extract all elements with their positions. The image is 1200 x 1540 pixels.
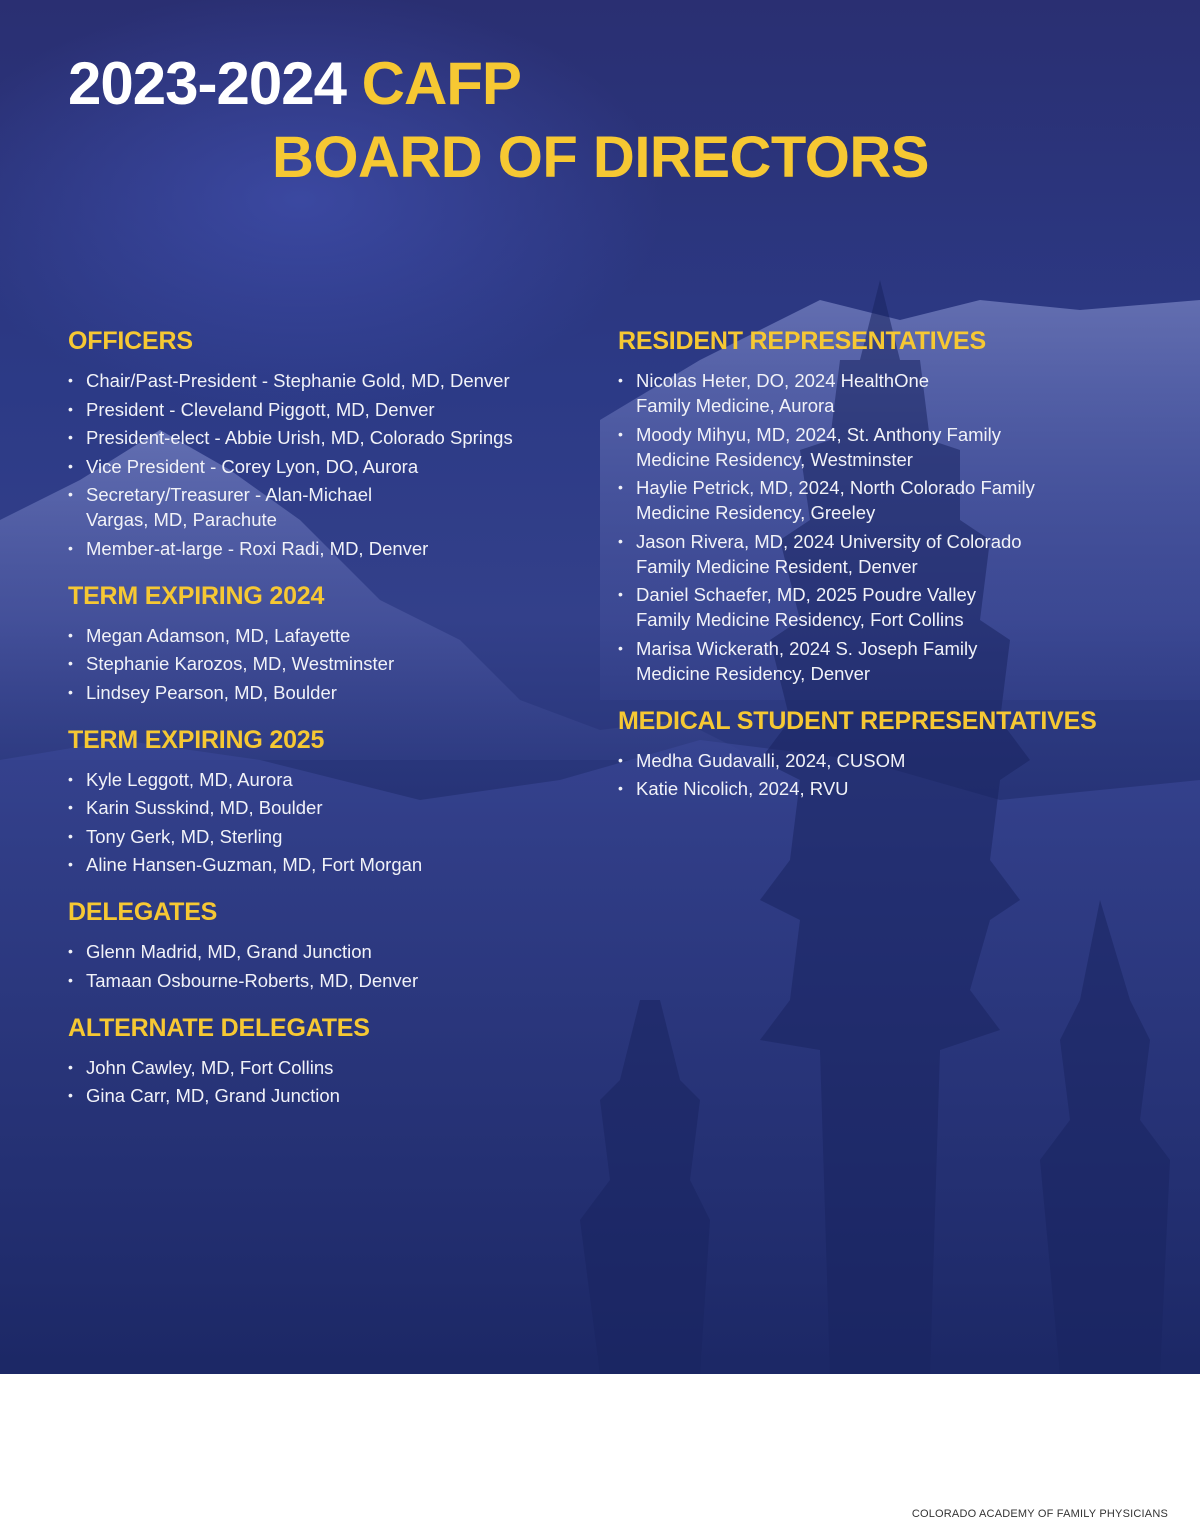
term-2024-list	[68, 623, 588, 705]
list-item: • Megan Adamson, MD, Lafayette	[68, 623, 588, 648]
list-item: • Daniel Schaefer, MD, 2025 Poudre Valley Family Medicine Residency, Fort Collins	[618, 582, 1026, 632]
list-item: • Glenn Madrid, MD, Grand Junction	[68, 939, 588, 964]
list-item: • Aline Hansen-Guzman, MD, Fort Morgan	[68, 852, 588, 877]
term-2025-list	[68, 767, 588, 878]
list-item: • Haylie Petrick, MD, 2024, North Colorado Family Medicine Residency, Greeley	[618, 475, 1036, 525]
alternate-delegates-list	[68, 1055, 588, 1109]
officers-section	[68, 326, 588, 561]
term-2024-section	[68, 581, 588, 705]
delegates-section	[68, 897, 588, 993]
medical-student-representatives-section	[618, 706, 1178, 802]
list-item: • Member-at-large - Roxi Radi, MD, Denver	[68, 536, 588, 561]
list-item: • Moody Mihyu, MD, 2024, St. Anthony Family Medicine Residency, Westminster	[618, 422, 1056, 472]
section-heading-delegates: DELEGATES	[68, 898, 218, 926]
list-item: • Karin Susskind, MD, Boulder	[68, 795, 588, 820]
delegates-list	[68, 939, 588, 993]
left-column	[68, 326, 588, 1128]
title-line-2: BOARD OF DIRECTORS	[272, 125, 929, 190]
list-item: • Kyle Leggott, MD, Aurora	[68, 767, 588, 792]
section-heading-resident-representatives: RESIDENT REPRESENTATIVES	[618, 327, 986, 355]
title-org: CAFP	[361, 50, 521, 117]
list-item: • Secretary/Treasurer - Alan-Michael Vargas, MD, Parachute	[68, 482, 416, 532]
list-item: • John Cawley, MD, Fort Collins	[68, 1055, 588, 1080]
term-2025-section	[68, 725, 588, 878]
section-heading-term-2024: TERM EXPIRING 2024	[68, 581, 325, 610]
list-item: • Jason Rivera, MD, 2024 University of Colorado Family Medicine Resident, Denver	[618, 529, 1076, 579]
list-item: • Katie Nicolich, 2024, RVU	[618, 776, 1178, 801]
medical-student-representatives-list	[618, 748, 1178, 802]
section-heading-officers: OFFICERS	[68, 327, 193, 355]
list-item: • Tony Gerk, MD, Sterling	[68, 824, 588, 849]
list-item: • Lindsey Pearson, MD, Boulder	[68, 680, 588, 705]
list-item: • President-elect - Abbie Urish, MD, Colorado Springs	[68, 425, 588, 450]
title-line-1	[68, 52, 521, 116]
officers-list	[68, 368, 588, 561]
list-item: • Medha Gudavalli, 2024, CUSOM	[618, 748, 1178, 773]
alternate-delegates-section	[68, 1013, 588, 1109]
footer-organization: COLORADO ACADEMY OF FAMILY PHYSICIANS	[911, 1508, 1168, 1520]
list-item: • Marisa Wickerath, 2024 S. Joseph Family Medicine Residency, Denver	[618, 636, 1026, 686]
right-column	[618, 326, 1178, 821]
title-year: 2023-2024	[68, 50, 346, 117]
list-item: • Gina Carr, MD, Grand Junction	[68, 1083, 588, 1108]
list-item: • Tamaan Osbourne-Roberts, MD, Denver	[68, 968, 588, 993]
list-item: • Stephanie Karozos, MD, Westminster	[68, 651, 588, 676]
section-heading-alternate-delegates: ALTERNATE DELEGATES	[68, 1013, 370, 1042]
list-item: • Chair/Past-President - Stephanie Gold, MD, Denver	[68, 368, 588, 393]
resident-representatives-list	[618, 368, 1058, 686]
section-heading-medical-student-representatives: MEDICAL STUDENT REPRESENTATIVES	[618, 706, 1097, 735]
resident-representatives-section	[618, 326, 1178, 686]
list-item: • Vice President - Corey Lyon, DO, Aurora	[68, 454, 588, 479]
list-item: • Nicolas Heter, DO, 2024 HealthOne Family Medicine, Aurora	[618, 368, 976, 418]
section-heading-term-2025: TERM EXPIRING 2025	[68, 725, 325, 754]
list-item: • President - Cleveland Piggott, MD, Denver	[68, 397, 588, 422]
